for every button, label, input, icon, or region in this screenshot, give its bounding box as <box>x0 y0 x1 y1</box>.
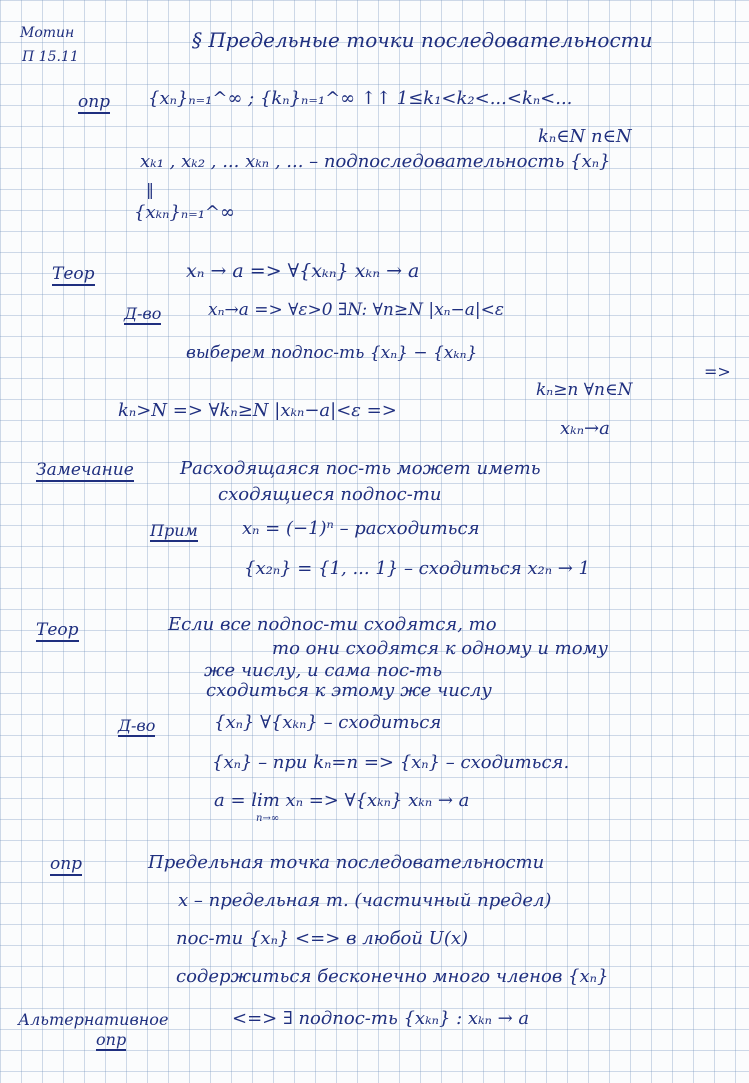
theorem2-line2: то они сходятся к одному и тому <box>272 638 608 659</box>
def1-seq-def: {xₙ}ₙ₌₁^∞ ; {kₙ}ₙ₌₁^∞ ↑↑ 1≤k₁<k₂<...<kₙ<... <box>148 88 573 109</box>
theorem1-proof-label: Д-во <box>124 304 162 323</box>
def1-equals-sign: ‖ <box>146 180 154 199</box>
theorem2-line3: же числу, и сама пос-ть <box>204 660 443 681</box>
def1-naturals: kₙ∈N n∈N <box>538 126 632 147</box>
theorem1-proof-line4: kₙ>N => ∀kₙ≥N |xₖₙ−a|<ε => <box>118 400 397 421</box>
theorem1-statement: xₙ → a => ∀{xₖₙ} xₖₙ → a <box>186 260 420 282</box>
def2-label: опр <box>50 854 83 874</box>
theorem2-proof-label: Д-во <box>118 716 156 735</box>
def2-line2: x – предельная т. (частичный предел) <box>178 890 552 911</box>
def2-alt-label-2: опр <box>96 1030 127 1049</box>
example-label: Прим <box>150 521 198 540</box>
example-line2: {x₂ₙ} = {1, ... 1} – сходиться x₂ₙ → 1 <box>244 558 590 579</box>
def2-line3: пос-ти {xₙ} <=> в любой U(x) <box>176 928 469 949</box>
theorem2-proof-line2: {xₙ} – при kₙ=n => {xₙ} – сходиться. <box>212 752 570 773</box>
theorem2-line1: Если все подпос-ти сходятся, то <box>168 614 497 635</box>
theorem1-proof-line1: xₙ→a => ∀ε>0 ∃N: ∀n≥N |xₙ−a|<ε <box>208 300 505 320</box>
def2-line4: содержиться бесконечно много членов {xₙ} <box>176 966 609 987</box>
theorem1-implies: => <box>704 362 731 381</box>
author-name: Мотин <box>20 25 75 41</box>
remark-line1: Расходящаяся пос-ть может иметь <box>180 458 541 479</box>
def1-subseq-notation: {xₖₙ}ₙ₌₁^∞ <box>134 202 236 223</box>
lim-subscript: n→∞ <box>256 813 280 824</box>
def1-subseq: xₖ₁ , xₖ₂ , ... xₖₙ , ... – подпоследовательность {xₙ} <box>140 151 611 172</box>
theorem1-proof-line2: выберем подпос-ть {xₙ} − {xₖₙ} <box>186 343 478 363</box>
theorem1-proof-line5: xₖₙ→a <box>560 418 610 439</box>
def2-alt-label: Альтернативное <box>18 1010 169 1029</box>
theorem1-label: Теор <box>52 264 95 284</box>
theorem2-proof-line1: {xₙ} ∀{xₖₙ} – сходиться <box>214 712 442 733</box>
theorem2-label: Теор <box>36 620 79 640</box>
theorem2-proof-line3: a = lim xₙ => ∀{xₖₙ} xₖₙ → a <box>214 790 470 811</box>
theorem2-line4: сходиться к этому же числу <box>206 680 492 701</box>
def2-line1: Предельная точка последовательности <box>148 852 545 873</box>
theorem1-proof-line3: kₙ≥n ∀n∈N <box>536 380 633 400</box>
remark-label: Замечание <box>36 460 134 480</box>
date: П 15.11 <box>22 49 79 65</box>
page-title: § Предельные точки последовательности <box>192 28 653 52</box>
def1-label: опр <box>78 92 111 112</box>
example-line1: xₙ = (−1)ⁿ – расходиться <box>242 518 480 539</box>
def2-alt-line: <=> ∃ подпос-ть {xₖₙ} : xₖₙ → a <box>232 1008 530 1029</box>
remark-line2: сходящиеся подпос-ти <box>218 484 442 505</box>
